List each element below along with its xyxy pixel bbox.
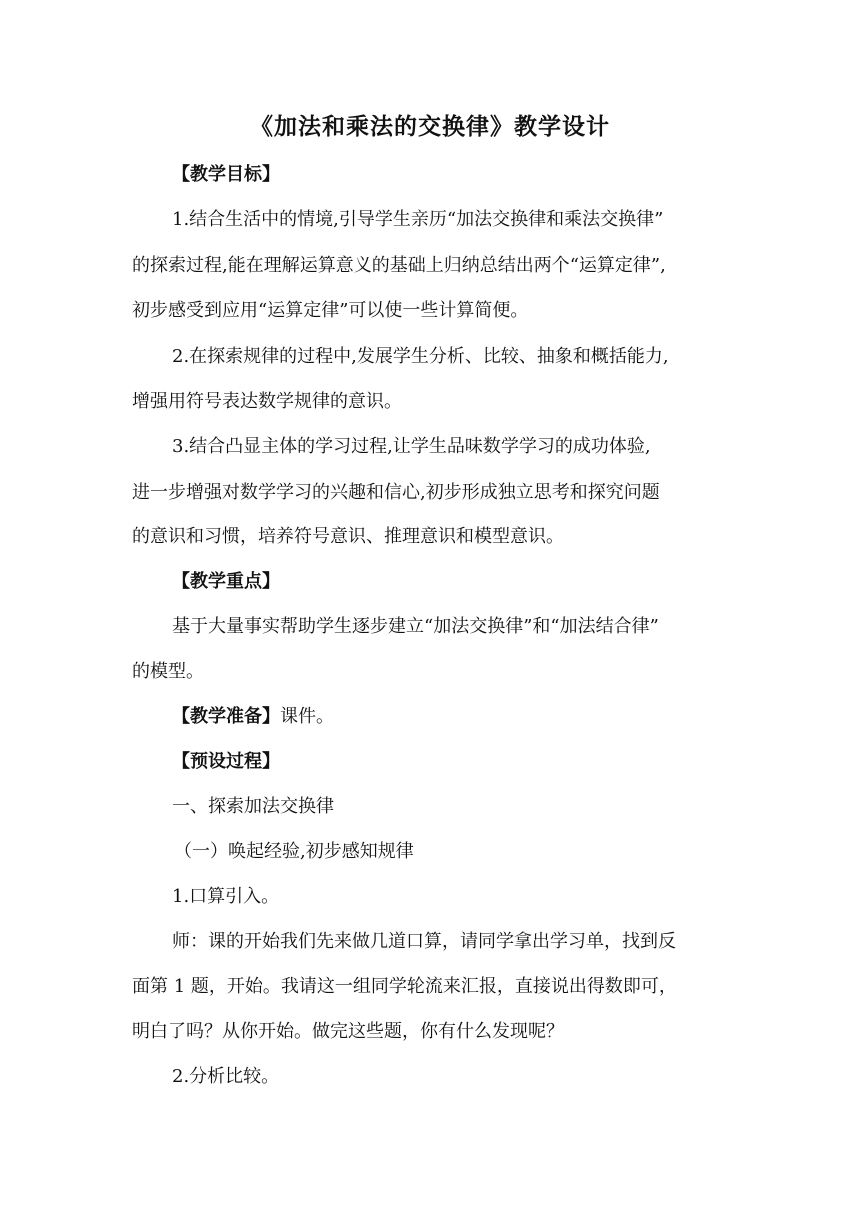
- step-2: 2.分析比较。: [172, 1066, 280, 1087]
- objective-3-line-2: 进一步增强对数学学习的兴趣和信心,初步形成独立思考和探究问题: [132, 482, 660, 503]
- part-1-heading: 一、探索加法交换律: [172, 796, 334, 817]
- key-points-line-2: 的模型。: [132, 661, 204, 682]
- part-1-subheading: （一）唤起经验,初步感知规律: [174, 841, 414, 862]
- preparation-text: 课件。: [280, 706, 334, 727]
- preparation-heading: 【教学准备】: [172, 706, 280, 727]
- objective-3-line-1: 3.结合凸显主体的学习过程,让学生品味数学学习的成功体验,: [172, 436, 651, 457]
- objective-1-line-3: 初步感受到应用“运算定律”可以使一些计算简便。: [132, 300, 529, 321]
- step-1: 1.口算引入。: [172, 886, 280, 907]
- preparation-line: [172, 702, 334, 728]
- objective-2-line-2: 增强用符号表达数学规律的意识。: [132, 391, 402, 412]
- document-title: 《加法和乘法的交换律》教学设计: [250, 114, 610, 140]
- objective-1-line-2: 的探索过程,能在理解运算意义的基础上归纳总结出两个“运算定律”,: [132, 255, 666, 276]
- objective-1-line-1: 1.结合生活中的情境,引导学生亲历“加法交换律和乘法交换律”: [172, 209, 664, 230]
- teacher-line-2: 面第 1 题，开始。我请这一组同学轮流来汇报，直接说出得数即可，: [132, 976, 677, 997]
- objectives-heading: 【教学目标】: [172, 164, 280, 185]
- teacher-line-3: 明白了吗？从你开始。做完这些题，你有什么发现呢？: [132, 1021, 564, 1042]
- objective-3-line-3: 的意识和习惯，培养符号意识、推理意识和模型意识。: [132, 526, 564, 547]
- key-points-heading: 【教学重点】: [172, 571, 280, 592]
- key-points-line-1: 基于大量事实帮助学生逐步建立“加法交换律”和“加法结合律”: [172, 616, 659, 637]
- teacher-line-1: 师：课的开始我们先来做几道口算，请同学拿出学习单，找到反: [172, 931, 676, 952]
- process-heading: 【预设过程】: [172, 751, 280, 772]
- objective-2-line-1: 2.在探索规律的过程中,发展学生分析、比较、抽象和概括能力,: [172, 346, 669, 367]
